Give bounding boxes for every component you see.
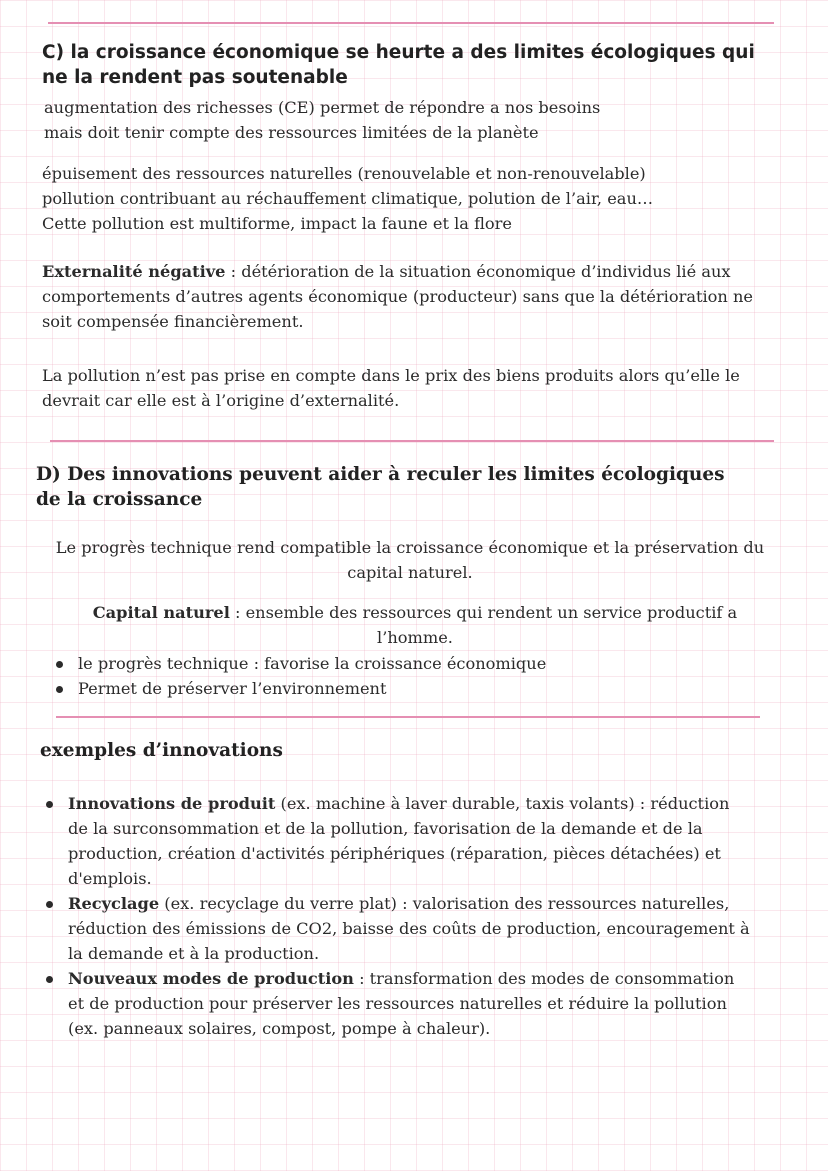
section-c-line-5: Cette pollution est multiforme, impact la faune et la flore [42, 214, 512, 233]
progress-statement: Le progrès technique rend compatible la croissance économique et la préservation du capital naturel. [55, 538, 765, 582]
externality-definition: : détérioration de la situation économique d’individus lié aux comportements d’autres agents économique (producteur) sans que la détérioration ne soit compensée financièrement. [42, 262, 753, 331]
example-text: (ex. machine à laver durable, taxis volants) : réduction de la surconsommation et de la pollution, favorisation de la demande et de la production, création d'activités périphériques (réparation, pièces détachées) et d'emplois. [68, 794, 730, 888]
list-item [42, 791, 754, 891]
section-c-line-4: pollution contribuant au réchauffement climatique, polution de l’air, eau… [42, 189, 654, 208]
example-text: : transformation des modes de consommation et de production pour préserver les ressources naturelles et réduire la pollution (ex. panneaux solaires, compost, pompe à chaleur). [68, 969, 735, 1038]
capital-term: Capital naturel [92, 603, 230, 622]
examples-heading: exemples d’innovations [40, 740, 283, 761]
progress-bullet-list [52, 651, 772, 701]
example-text: (ex. recyclage du verre plat) : valorisation des ressources naturelles, réduction des émissions de CO2, baisse des coûts de production, encouragement à la demande et à la production. [68, 894, 750, 963]
examples-list [42, 791, 754, 1041]
example-term: Nouveaux modes de production [68, 969, 354, 988]
externality-paragraph [42, 259, 772, 334]
divider-d-examples [56, 716, 760, 718]
list-item [42, 891, 754, 966]
pollution-note: La pollution n’est pas prise en compte dans le prix des biens produits alors qu’elle le devrait car elle est à l’origine d’externalité. [42, 366, 740, 410]
section-c-heading: C) la croissance économique se heurte a des limites écologiques qui ne la rendent pas soutenable [42, 42, 755, 88]
section-c-line-2: mais doit tenir compte des ressources limitées de la planète [44, 123, 539, 142]
list-item [42, 966, 754, 1041]
list-item: Permet de préserver l’environnement [52, 676, 772, 701]
divider-c-d [50, 440, 774, 442]
example-term: Recyclage [68, 894, 160, 913]
section-c-line-3: épuisement des ressources naturelles (renouvelable et non-renouvelable) [42, 164, 646, 183]
example-term: Innovations de produit [68, 794, 276, 813]
list-item: le progrès technique : favorise la croissance économique [52, 651, 772, 676]
top-divider [48, 22, 774, 24]
capital-definition: : ensemble des ressources qui rendent un service productif a l’homme. [229, 603, 738, 647]
section-d-heading: D) Des innovations peuvent aider à reculer les limites écologiques de la croissance [36, 464, 725, 510]
externality-term: Externalité négative [42, 262, 226, 281]
capital-paragraph [70, 600, 760, 650]
section-c-line-1: augmentation des richesses (CE) permet de répondre a nos besoins [44, 98, 601, 117]
